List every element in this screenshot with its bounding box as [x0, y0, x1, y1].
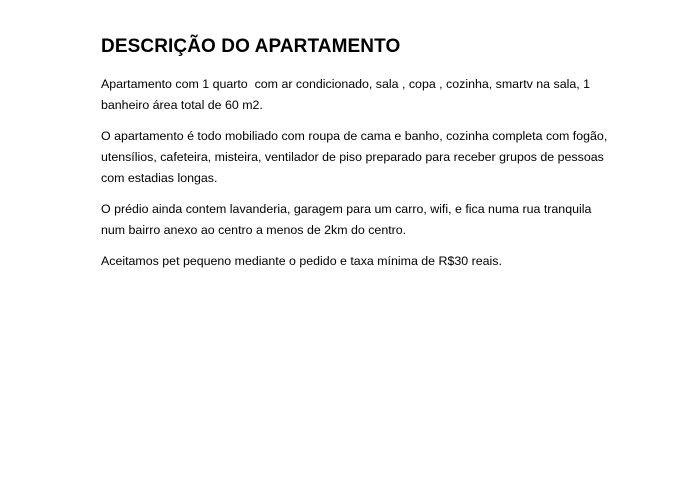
document-content — [101, 34, 611, 282]
paragraph-building-amenities: O prédio ainda contem lavanderia, garagem para um carro, wifi, e fica numa rua tranquila num bairro anexo ao centro a menos de 2km do centro. — [101, 202, 595, 237]
paragraph-furnishing: O apartamento é todo mobiliado com roupa de cama e banho, cozinha completa com fogão, utensílios, cafeteira, misteira, ventilador de piso preparado para receber grupos de pessoas com estadias longas. — [101, 129, 611, 185]
document-title: DESCRIÇÃO DO APARTAMENTO — [101, 36, 401, 57]
paragraph-room-description: Apartamento com 1 quarto com ar condicionado, sala , copa , cozinha, smartv na sala, 1 banheiro área total de 60 m2. — [101, 77, 594, 112]
paragraph-pet-policy: Aceitamos pet pequeno mediante o pedido e taxa mínima de R$30 reais. — [101, 254, 502, 268]
